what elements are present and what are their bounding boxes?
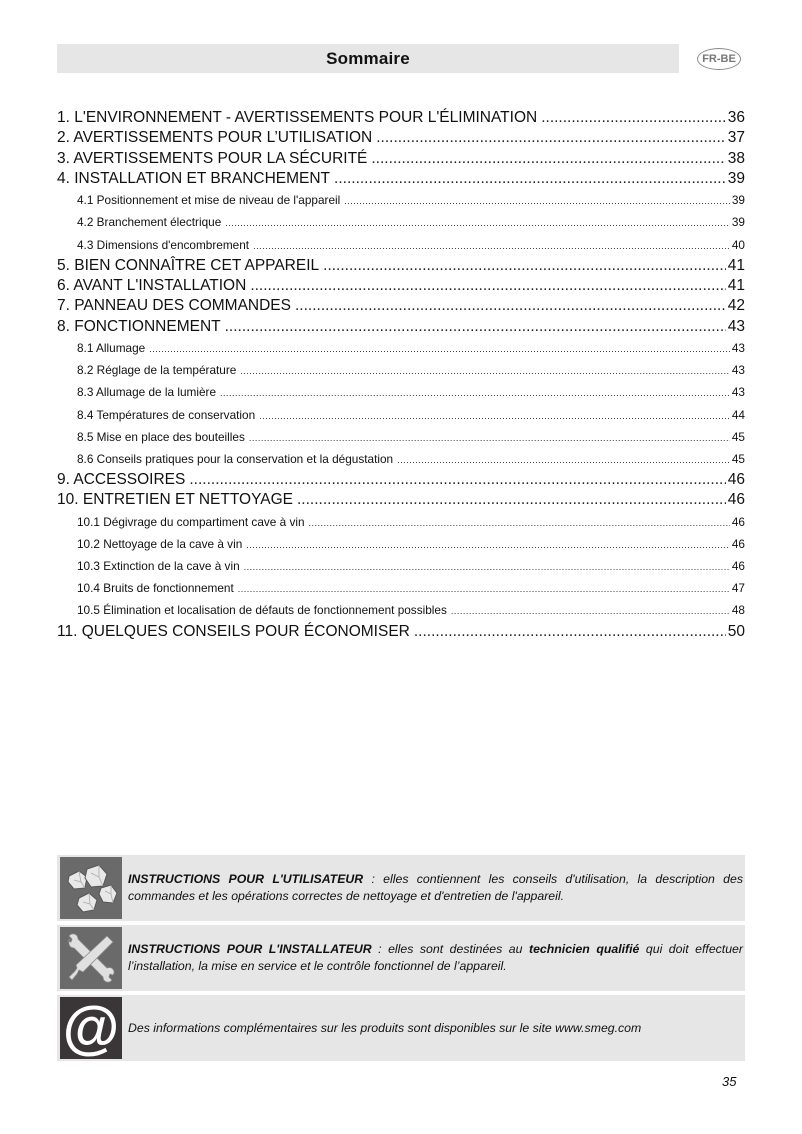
info-heading-user: INSTRUCTIONS POUR L'UTILISATEUR (128, 872, 364, 886)
toc-entry-page: 39 (727, 169, 745, 187)
at-sign-icon (60, 997, 122, 1059)
toc-leader-dots (334, 169, 726, 189)
toc-subentry[interactable] (57, 555, 745, 577)
toc-entry[interactable] (57, 317, 745, 337)
toc-entry-page: 41 (727, 277, 745, 295)
toc-entry-page: 50 (727, 622, 745, 640)
toc-entry-label: 7. PANNEAU DES COMMANDES (57, 297, 291, 315)
toc-leader-dots (253, 234, 730, 256)
toc-entry[interactable] (57, 490, 745, 510)
toc-entry-label: 4. INSTALLATION ET BRANCHEMENT (57, 169, 331, 187)
toc-subentry[interactable] (57, 234, 745, 256)
toc-entry-page: 38 (727, 149, 745, 167)
toc-subentry[interactable] (57, 337, 745, 359)
toc-entry-label: 3. AVERTISSEMENTS POUR LA SÉCURITÉ (57, 149, 368, 167)
toc-entry-page: 44 (731, 407, 745, 422)
toc-entry-page: 47 (731, 581, 745, 596)
toc-leader-dots (225, 317, 726, 337)
info-emphasis-technician: technicien qualifié (529, 942, 640, 956)
toc-entry-label: 10.1 Dégivrage du compartiment cave à vin (77, 514, 305, 529)
title-bar (57, 44, 679, 73)
toc-entry-page: 40 (731, 237, 745, 252)
toc-entry-page: 45 (731, 429, 745, 444)
info-body-installer-1: : elles sont destinées au (371, 942, 529, 956)
toc-entry-label: 10.2 Nettoyage de la cave à vin (77, 536, 243, 551)
toc-entry-page: 43 (731, 363, 745, 378)
toc-entry-label: 8.5 Mise en place des bouteilles (77, 429, 245, 444)
toc-entry-page: 36 (727, 109, 745, 126)
toc-entry-page: 43 (727, 317, 745, 335)
toc-entry-label: 6. AVANT L'INSTALLATION (57, 277, 247, 295)
toc-entry-page: 43 (731, 385, 745, 400)
toc-entry-label: 10.5 Élimination et localisation de défauts de fonctionnement possibles (77, 603, 447, 618)
toc-leader-dots (249, 426, 730, 448)
toc-entry-page: 46 (727, 491, 745, 509)
toc-subentry[interactable] (57, 381, 745, 403)
toc-subentry[interactable] (57, 577, 745, 599)
toc-leader-dots (376, 128, 726, 148)
toc-subentry[interactable] (57, 599, 745, 621)
toc-entry-label: 8.4 Températures de conservation (77, 407, 256, 422)
toc-entry-page: 39 (731, 215, 745, 230)
toc-leader-dots (189, 470, 725, 490)
info-box-installer (57, 925, 745, 991)
toc-entry-page: 43 (731, 340, 745, 355)
toc-entry-label: 5. BIEN CONNAÎTRE CET APPAREIL (57, 256, 320, 274)
toc-entry-label: 4.2 Branchement électrique (77, 215, 222, 230)
info-body-installer-2: qui doit effectuer l’installation, la mise en service et le contrôle fonctionnel de l’appareil. (128, 942, 743, 973)
toc-leader-dots (414, 622, 726, 642)
toc-subentry[interactable] (57, 359, 745, 381)
toc-leader-dots (225, 211, 730, 233)
toc-entry[interactable] (57, 256, 745, 276)
language-badge: FR-BE (697, 48, 741, 70)
info-body-user: : elles contiennent les conseils d'utilisation, la description des commandes et les opérations correctes de nettoyage et d'entretien de l'appareil. (128, 872, 744, 903)
info-heading-installer: INSTRUCTIONS POUR L'INSTALLATEUR (128, 942, 372, 956)
toc-leader-dots (240, 359, 730, 381)
info-text-installer (122, 941, 745, 975)
toc-subentry[interactable] (57, 404, 745, 426)
toc-leader-dots (250, 276, 725, 296)
toc-entry-label: 8.2 Réglage de la température (77, 363, 237, 378)
toc-entry-page: 46 (731, 514, 745, 529)
toc-entry-page: 37 (727, 129, 745, 147)
toc-entry-label: 2. AVERTISSEMENTS POUR L’UTILISATION (57, 129, 373, 147)
toc-entry-label: 4.3 Dimensions d'encombrement (77, 237, 250, 252)
at-glyph: @ (62, 995, 120, 1060)
toc-entry-label: 8.3 Allumage de la lumière (77, 385, 217, 400)
toc-subentry[interactable] (57, 189, 745, 211)
toc-entry-page: 42 (727, 297, 745, 315)
toc-entry-label: 8.1 Allumage (77, 340, 146, 355)
toc-entry-label: 10. ENTRETIEN ET NETTOYAGE (57, 491, 293, 509)
toc-subentry[interactable] (57, 533, 745, 555)
toc-entry[interactable] (57, 276, 745, 296)
toc-leader-dots (220, 381, 730, 403)
info-box-website (57, 995, 745, 1061)
toc-entry[interactable] (57, 622, 745, 642)
toc-entry-label: 10.4 Bruits de fonctionnement (77, 581, 234, 596)
toc-entry-label: 10.3 Extinction de la cave à vin (77, 559, 240, 574)
toc-entry-page: 45 (731, 451, 745, 466)
toc-subentry[interactable] (57, 511, 745, 533)
toc-entry[interactable] (57, 169, 745, 189)
toc-entry-label: 9. ACCESSOIRES (57, 471, 186, 489)
toc-entry-label: 8.6 Conseils pratiques pour la conservation et la dégustation (77, 451, 394, 466)
toc-entry-page: 39 (731, 193, 745, 208)
toc-leader-dots (397, 448, 730, 470)
toc-leader-dots (295, 296, 726, 316)
toc-leader-dots (297, 490, 726, 510)
toc-subentry[interactable] (57, 426, 745, 448)
toc-leader-dots (238, 577, 730, 599)
page-number: 35 (722, 1074, 737, 1089)
toc-entry-page: 46 (731, 536, 745, 551)
toc-entry[interactable] (57, 108, 745, 128)
toc-entry-page: 46 (731, 559, 745, 574)
toc-leader-dots (149, 337, 730, 359)
toc-leader-dots (246, 533, 730, 555)
table-of-contents (57, 108, 745, 642)
toc-entry-page: 41 (727, 256, 745, 274)
toc-leader-dots (541, 108, 726, 128)
wrench-screwdriver-icon (60, 927, 122, 989)
ice-cubes-icon (60, 857, 122, 919)
toc-entry[interactable] (57, 149, 745, 169)
toc-entry[interactable] (57, 470, 745, 490)
toc-entry-label: 4.1 Positionnement et mise de niveau de l'appareil (77, 193, 341, 208)
toc-entry[interactable] (57, 296, 745, 316)
toc-leader-dots (344, 189, 730, 211)
info-box-user (57, 855, 745, 921)
toc-leader-dots (451, 599, 730, 621)
toc-entry-label: 1. L'ENVIRONNEMENT - AVERTISSEMENTS POUR L'ÉLIMINATION (57, 109, 538, 126)
toc-subentry[interactable] (57, 211, 745, 233)
toc-entry-page: 46 (727, 471, 745, 489)
toc-leader-dots (259, 404, 730, 426)
toc-leader-dots (323, 256, 726, 276)
toc-entry-page: 48 (731, 603, 745, 618)
toc-leader-dots (371, 149, 725, 169)
toc-leader-dots (244, 555, 730, 577)
toc-subentry[interactable] (57, 448, 745, 470)
toc-entry-label: 8. FONCTIONNEMENT (57, 317, 221, 335)
info-text-user (122, 871, 745, 905)
toc-entry-label: 11. QUELQUES CONSEILS POUR ÉCONOMISER (57, 622, 410, 640)
page-title: Sommaire (326, 48, 410, 68)
toc-leader-dots (309, 511, 730, 533)
info-text-website: Des informations complémentaires sur les produits sont disponibles sur le site www.smeg.com (128, 1020, 642, 1035)
toc-entry[interactable] (57, 128, 745, 148)
